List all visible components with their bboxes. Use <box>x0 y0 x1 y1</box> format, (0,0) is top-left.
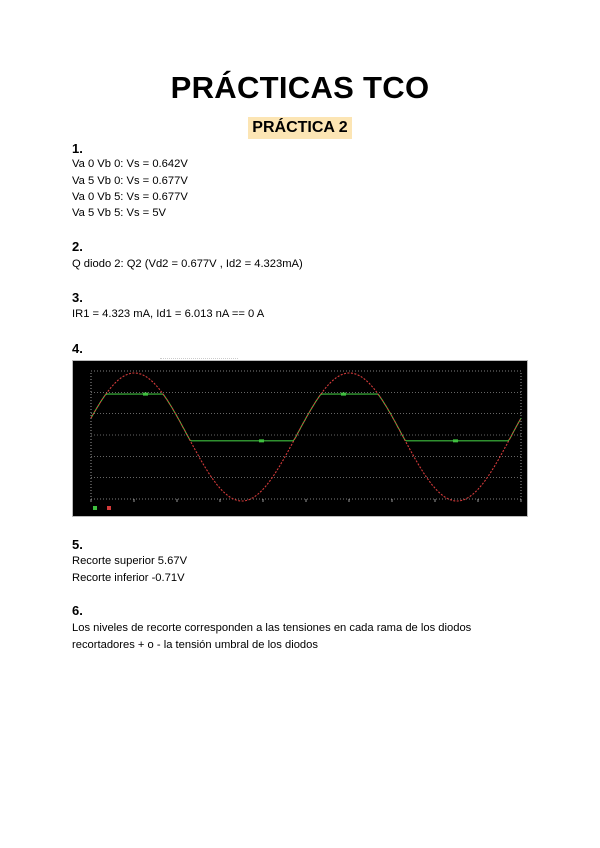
section-6-number: 6. <box>72 603 83 618</box>
section-1-line: Va 0 Vb 0: Vs = 0.642V <box>72 158 188 170</box>
section-3-number: 3. <box>72 290 83 305</box>
plot-frame <box>91 371 521 499</box>
section-5-line: Recorte inferior -0.71V <box>72 572 185 584</box>
oscilloscope-screenshot <box>72 360 528 517</box>
legend-swatch-output <box>93 506 97 510</box>
input-trace <box>91 373 521 501</box>
practice-subtitle: PRÁCTICA 2 <box>248 117 351 139</box>
legend-swatch-input <box>107 506 111 510</box>
trace-marker <box>259 439 264 442</box>
section-1-line: Va 0 Vb 5: Vs = 0.677V <box>72 191 188 203</box>
scope-ruler <box>160 352 238 359</box>
trace-marker <box>453 439 458 442</box>
section-2-line: Q diodo 2: Q2 (Vd2 = 0.677V , Id2 = 4.323mA) <box>72 258 303 270</box>
oscilloscope-plot <box>73 361 527 516</box>
trace-marker <box>143 393 148 396</box>
section-5-line: Recorte superior 5.67V <box>72 555 188 567</box>
section-2-number: 2. <box>72 239 83 254</box>
section-3-line: IR1 = 4.323 mA, Id1 = 6.013 nA == 0 A <box>72 308 265 320</box>
page-title: PRÁCTICAS TCO <box>170 70 430 105</box>
section-5-number: 5. <box>72 537 83 552</box>
section-1-line: Va 5 Vb 0: Vs = 0.677V <box>72 175 188 187</box>
section-6-line: recortadores + o - la tensión umbral de los diodos <box>72 639 318 651</box>
section-1-line: Va 5 Vb 5: Vs = 5V <box>72 207 167 219</box>
section-4-number: 4. <box>72 341 83 356</box>
section-6-line: Los niveles de recorte corresponden a las tensiones en cada rama de los diodos <box>72 622 472 634</box>
section-1-number: 1. <box>72 141 83 156</box>
trace-marker <box>341 393 346 396</box>
